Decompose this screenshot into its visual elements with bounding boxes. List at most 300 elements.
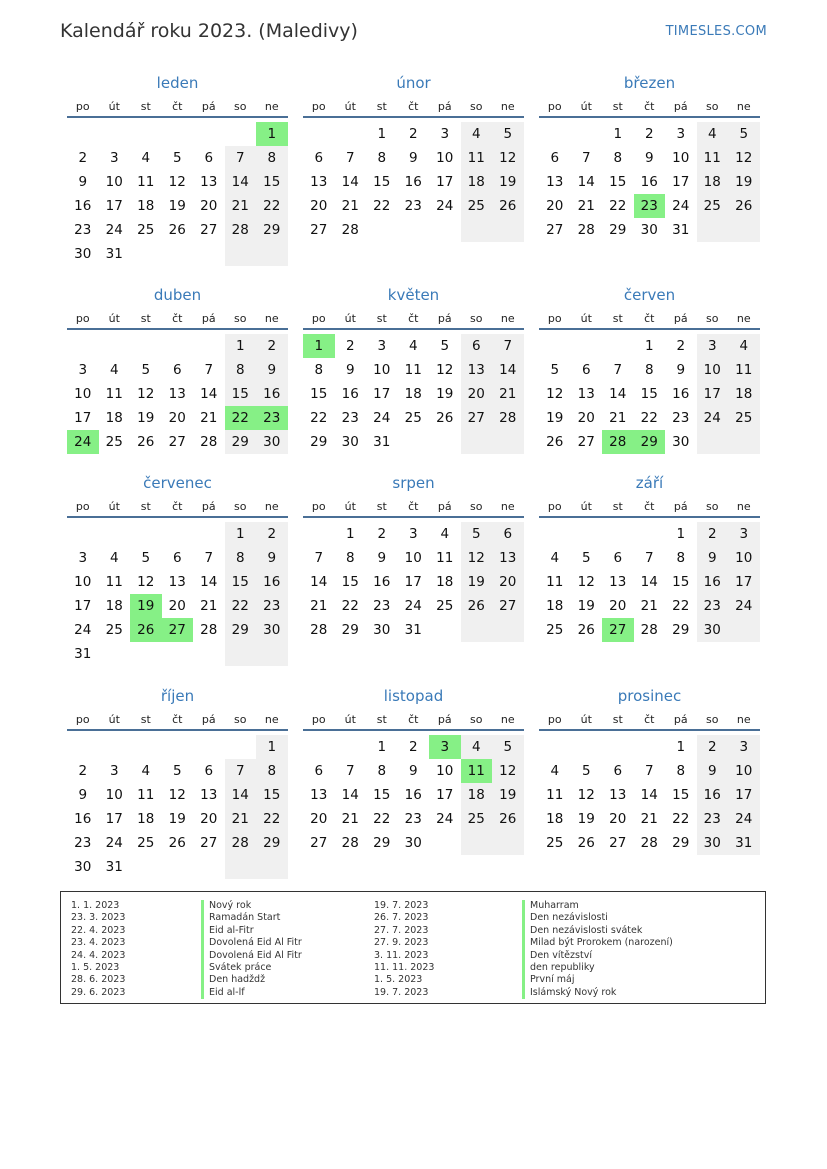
day-cell: 8 — [676, 550, 686, 566]
day-cell: 14 — [341, 787, 359, 803]
weekday-label: ne — [500, 312, 515, 325]
day-cell: 4 — [697, 122, 729, 146]
day-cell: 18 — [105, 410, 123, 426]
day-cell: 16 — [74, 811, 92, 827]
day-cell: 3 — [440, 126, 450, 142]
day-cell: 27 — [200, 222, 218, 238]
day-cell: 19 — [577, 811, 595, 827]
month-name: leden — [156, 74, 199, 92]
day-cell: 24 — [436, 811, 454, 827]
day-cell: 13 — [200, 787, 218, 803]
day-cell: 8 — [225, 546, 257, 570]
day-cell: 26 — [137, 434, 155, 450]
day-cell: 29 — [373, 835, 391, 851]
holiday-name: Islámský Nový rok — [522, 987, 673, 999]
day-cell: 7 — [644, 550, 654, 566]
month-6 — [539, 278, 760, 478]
day-cell: 8 — [314, 362, 324, 378]
weekday-label: út — [108, 100, 120, 113]
day-cell: 27 — [162, 618, 194, 642]
holiday-name: Den hadždž — [201, 974, 302, 986]
day-cell: 11 — [546, 787, 564, 803]
day-cell: 12 — [577, 787, 595, 803]
day-cell: 26 — [492, 807, 524, 831]
day-cell: 4 — [141, 763, 151, 779]
holiday-date: 23. 3. 2023 — [71, 912, 126, 924]
day-cell: 21 — [225, 194, 257, 218]
day-cell: 9 — [78, 174, 88, 190]
day-cell: 16 — [256, 570, 288, 594]
weekday-label: út — [580, 500, 592, 513]
weekday-header — [67, 500, 288, 518]
day-cell: 23 — [672, 410, 690, 426]
day-cell: 1 — [676, 526, 686, 542]
day-cell: 6 — [204, 150, 214, 166]
day-cell: 12 — [436, 362, 454, 378]
month-2 — [303, 66, 524, 266]
day-cell: 29 — [256, 218, 288, 242]
weekday-label: po — [75, 100, 90, 113]
day-cell: 30 — [404, 835, 422, 851]
weekday-label: so — [470, 312, 483, 325]
weekday-label: po — [547, 713, 562, 726]
day-cell: 15 — [373, 174, 391, 190]
weekday-label: po — [547, 100, 562, 113]
weekday-label: po — [311, 100, 326, 113]
weekday-label: so — [234, 100, 247, 113]
day-cell: 30 — [256, 430, 288, 454]
day-cell: 28 — [341, 835, 359, 851]
day-cell: 23 — [404, 811, 422, 827]
day-cell: 11 — [404, 362, 422, 378]
day-cell: 26 — [168, 222, 186, 238]
day-cell: 5 — [440, 338, 450, 354]
weekday-label: st — [612, 713, 623, 726]
weekday-label: út — [344, 500, 356, 513]
day-cell: 3 — [78, 362, 88, 378]
day-cell: 10 — [728, 546, 760, 570]
day-cell: 27 — [492, 594, 524, 618]
weekday-label: so — [234, 312, 247, 325]
day-cell: 28 — [225, 218, 257, 242]
day-cell: 8 — [256, 146, 288, 170]
day-cell: 20 — [577, 410, 595, 426]
empty-weekend-cell — [492, 218, 524, 242]
day-cell: 4 — [461, 122, 493, 146]
day-cell: 5 — [581, 550, 591, 566]
day-cell: 22 — [310, 410, 328, 426]
day-cell: 2 — [697, 735, 729, 759]
day-cell: 15 — [256, 783, 288, 807]
day-cell: 25 — [105, 622, 123, 638]
month-days — [67, 122, 288, 266]
day-cell: 4 — [461, 735, 493, 759]
day-cell: 2 — [644, 126, 654, 142]
day-cell: 27 — [546, 222, 564, 238]
day-cell: 8 — [644, 362, 654, 378]
holiday-name: Eid al-lf — [201, 987, 302, 999]
day-cell: 18 — [137, 811, 155, 827]
day-cell: 17 — [728, 783, 760, 807]
day-cell: 30 — [697, 831, 729, 855]
day-cell: 25 — [728, 406, 760, 430]
day-cell: 17 — [105, 811, 123, 827]
day-cell: 11 — [436, 550, 454, 566]
weekday-label: so — [470, 713, 483, 726]
day-cell: 22 — [640, 410, 658, 426]
weekday-label: čt — [172, 713, 183, 726]
weekday-label: ne — [264, 500, 279, 513]
day-cell: 6 — [613, 550, 623, 566]
holiday-date: 23. 4. 2023 — [71, 937, 126, 949]
day-cell: 24 — [105, 222, 123, 238]
day-cell: 11 — [546, 574, 564, 590]
weekday-label: pá — [673, 100, 688, 113]
day-cell: 14 — [200, 574, 218, 590]
month-days — [539, 334, 760, 478]
day-cell: 10 — [672, 150, 690, 166]
day-cell: 26 — [436, 410, 454, 426]
weekday-label: čt — [644, 500, 655, 513]
day-cell: 2 — [408, 739, 418, 755]
holiday-date: 28. 6. 2023 — [71, 974, 126, 986]
day-cell: 3 — [109, 763, 119, 779]
day-cell: 7 — [225, 146, 257, 170]
day-cell: 24 — [105, 835, 123, 851]
weekday-label: pá — [437, 312, 452, 325]
month-days — [539, 522, 760, 666]
month-days — [303, 334, 524, 478]
weekday-label: út — [108, 312, 120, 325]
empty-weekend-cell — [461, 430, 493, 454]
weekday-label: ne — [500, 500, 515, 513]
weekday-header — [67, 312, 288, 330]
holiday-name: Den nezávislosti — [522, 912, 673, 924]
day-cell: 2 — [78, 150, 88, 166]
day-cell: 30 — [256, 618, 288, 642]
day-cell: 24 — [728, 594, 760, 618]
month-name: prosinec — [617, 687, 682, 705]
day-cell: 27 — [310, 222, 328, 238]
empty-weekend-cell — [461, 831, 493, 855]
day-cell: 22 — [341, 598, 359, 614]
day-cell: 13 — [200, 174, 218, 190]
weekday-label: po — [547, 312, 562, 325]
holiday-date: 27. 9. 2023 — [374, 937, 429, 949]
day-cell: 7 — [492, 334, 524, 358]
day-cell: 14 — [640, 787, 658, 803]
day-cell: 31 — [74, 646, 92, 662]
weekday-label: čt — [644, 312, 655, 325]
day-cell: 23 — [697, 807, 729, 831]
month-11 — [303, 679, 524, 879]
day-cell: 6 — [550, 150, 560, 166]
day-cell: 7 — [613, 362, 623, 378]
day-cell: 9 — [78, 787, 88, 803]
day-cell: 25 — [546, 622, 564, 638]
weekday-label: po — [547, 500, 562, 513]
weekday-label: pá — [201, 500, 216, 513]
day-cell: 22 — [256, 194, 288, 218]
weekday-label: ne — [264, 713, 279, 726]
day-cell: 10 — [404, 550, 422, 566]
weekday-label: so — [706, 312, 719, 325]
day-cell: 8 — [256, 759, 288, 783]
day-cell: 13 — [546, 174, 564, 190]
day-cell: 4 — [109, 362, 119, 378]
month-name: červen — [623, 286, 676, 304]
day-cell: 23 — [256, 594, 288, 618]
day-cell: 10 — [105, 174, 123, 190]
weekday-label: so — [706, 500, 719, 513]
day-cell: 24 — [67, 430, 99, 454]
day-cell: 30 — [74, 246, 92, 262]
day-cell: 6 — [492, 522, 524, 546]
day-cell: 5 — [728, 122, 760, 146]
day-cell: 17 — [672, 174, 690, 190]
holiday-name: Milad být Prorokem (narození) — [522, 937, 673, 949]
day-cell: 15 — [256, 170, 288, 194]
day-cell: 28 — [492, 406, 524, 430]
day-cell: 12 — [492, 146, 524, 170]
weekday-label: so — [706, 100, 719, 113]
day-cell: 17 — [404, 574, 422, 590]
weekday-label: pá — [201, 312, 216, 325]
day-cell: 22 — [609, 198, 627, 214]
month-days — [67, 522, 288, 666]
month-8 — [303, 466, 524, 666]
day-cell: 28 — [200, 434, 218, 450]
holiday-date: 1. 5. 2023 — [374, 974, 423, 986]
day-cell: 18 — [137, 198, 155, 214]
day-cell: 12 — [168, 787, 186, 803]
day-cell: 18 — [461, 783, 493, 807]
day-cell: 26 — [728, 194, 760, 218]
day-cell: 24 — [404, 598, 422, 614]
day-cell: 14 — [492, 358, 524, 382]
weekday-header — [303, 312, 524, 330]
day-cell: 21 — [492, 382, 524, 406]
holiday-date: 26. 7. 2023 — [374, 912, 429, 924]
holiday-name: Den nezávislosti svátek — [522, 925, 673, 937]
month-name: únor — [396, 74, 431, 92]
month-9 — [539, 466, 760, 666]
weekday-label: st — [140, 100, 151, 113]
day-cell: 5 — [492, 735, 524, 759]
day-cell: 29 — [634, 430, 666, 454]
weekday-label: út — [108, 500, 120, 513]
day-cell: 7 — [345, 150, 355, 166]
day-cell: 16 — [341, 386, 359, 402]
day-cell: 22 — [225, 406, 257, 430]
day-cell: 17 — [373, 386, 391, 402]
weekday-label: ne — [736, 713, 751, 726]
empty-weekend-cell — [697, 430, 729, 454]
day-cell: 4 — [109, 550, 119, 566]
day-cell: 23 — [697, 594, 729, 618]
holiday-name: Dovolená Eid Al Fitr — [201, 950, 302, 962]
day-cell: 21 — [341, 811, 359, 827]
day-cell: 17 — [74, 598, 92, 614]
holiday-date: 11. 11. 2023 — [374, 961, 435, 973]
weekday-header — [539, 500, 760, 518]
day-cell: 19 — [436, 386, 454, 402]
weekday-label: čt — [644, 100, 655, 113]
day-cell: 25 — [436, 598, 454, 614]
day-cell: 6 — [314, 763, 324, 779]
day-cell: 7 — [314, 550, 324, 566]
day-cell: 30 — [373, 622, 391, 638]
day-cell: 11 — [461, 759, 493, 783]
weekday-label: so — [234, 713, 247, 726]
day-cell: 11 — [137, 174, 155, 190]
day-cell: 10 — [728, 759, 760, 783]
day-cell: 10 — [74, 574, 92, 590]
weekday-label: út — [580, 100, 592, 113]
day-cell: 16 — [404, 787, 422, 803]
day-cell: 25 — [105, 434, 123, 450]
weekday-label: ne — [736, 500, 751, 513]
weekday-label: ne — [500, 713, 515, 726]
day-cell: 16 — [697, 783, 729, 807]
day-cell: 21 — [225, 807, 257, 831]
day-cell: 9 — [256, 358, 288, 382]
day-cell: 1 — [377, 126, 387, 142]
empty-weekend-cell — [461, 618, 493, 642]
day-cell: 20 — [168, 598, 186, 614]
day-cell: 21 — [640, 598, 658, 614]
day-cell: 31 — [105, 859, 123, 875]
weekday-header — [67, 713, 288, 731]
day-cell: 28 — [341, 222, 359, 238]
empty-weekend-cell — [697, 218, 729, 242]
day-cell: 24 — [373, 410, 391, 426]
day-cell: 19 — [137, 410, 155, 426]
month-7 — [67, 466, 288, 666]
weekday-label: út — [344, 100, 356, 113]
day-cell: 4 — [550, 550, 560, 566]
day-cell: 29 — [256, 831, 288, 855]
day-cell: 13 — [461, 358, 493, 382]
day-cell: 27 — [577, 434, 595, 450]
day-cell: 15 — [341, 574, 359, 590]
day-cell: 25 — [137, 222, 155, 238]
holiday-name: Svátek práce — [201, 962, 302, 974]
month-1 — [67, 66, 288, 266]
day-cell: 19 — [130, 594, 162, 618]
day-cell: 21 — [609, 410, 627, 426]
day-cell: 17 — [436, 787, 454, 803]
day-cell: 27 — [461, 406, 493, 430]
weekday-label: st — [376, 500, 387, 513]
month-days — [67, 735, 288, 879]
holiday-date: 29. 6. 2023 — [71, 986, 126, 998]
empty-weekend-cell — [256, 642, 288, 666]
legend-column — [71, 900, 125, 999]
day-cell: 6 — [613, 763, 623, 779]
day-cell: 20 — [310, 198, 328, 214]
day-cell: 5 — [141, 362, 151, 378]
day-cell: 27 — [168, 434, 186, 450]
day-cell: 13 — [168, 574, 186, 590]
day-cell: 2 — [256, 334, 288, 358]
day-cell: 3 — [408, 526, 418, 542]
weekday-label: pá — [673, 312, 688, 325]
weekday-label: čt — [408, 500, 419, 513]
day-cell: 25 — [697, 194, 729, 218]
day-cell: 27 — [602, 618, 634, 642]
empty-weekend-cell — [492, 430, 524, 454]
day-cell: 12 — [577, 574, 595, 590]
day-cell: 7 — [225, 759, 257, 783]
day-cell: 8 — [345, 550, 355, 566]
day-cell: 29 — [225, 618, 257, 642]
day-cell: 10 — [105, 787, 123, 803]
weekday-label: po — [311, 713, 326, 726]
day-cell: 1 — [256, 122, 288, 146]
month-name: listopad — [383, 687, 444, 705]
weekday-label: st — [612, 312, 623, 325]
day-cell: 17 — [728, 570, 760, 594]
day-cell: 26 — [461, 594, 493, 618]
day-cell: 3 — [676, 126, 686, 142]
weekday-label: st — [376, 713, 387, 726]
weekday-header — [539, 312, 760, 330]
day-cell: 26 — [130, 618, 162, 642]
day-cell: 29 — [341, 622, 359, 638]
month-days — [303, 735, 524, 879]
day-cell: 14 — [225, 170, 257, 194]
site-link[interactable]: TIMESLES.COM — [665, 24, 767, 39]
weekday-label: čt — [172, 500, 183, 513]
day-cell: 19 — [728, 170, 760, 194]
day-cell: 21 — [341, 198, 359, 214]
empty-weekend-cell — [225, 642, 257, 666]
day-cell: 14 — [341, 174, 359, 190]
day-cell: 9 — [644, 150, 654, 166]
weekday-label: pá — [437, 713, 452, 726]
day-cell: 27 — [200, 835, 218, 851]
weekday-label: út — [580, 312, 592, 325]
day-cell: 22 — [256, 807, 288, 831]
month-name: srpen — [392, 474, 435, 492]
holiday-name: Eid al-Fitr — [201, 925, 302, 937]
day-cell: 10 — [74, 386, 92, 402]
day-cell: 30 — [640, 222, 658, 238]
day-cell: 30 — [341, 434, 359, 450]
day-cell: 7 — [345, 763, 355, 779]
day-cell: 25 — [461, 194, 493, 218]
day-cell: 4 — [550, 763, 560, 779]
day-cell: 28 — [577, 222, 595, 238]
day-cell: 20 — [168, 410, 186, 426]
day-cell: 9 — [256, 546, 288, 570]
legend-column — [201, 900, 302, 999]
day-cell: 30 — [74, 859, 92, 875]
day-cell: 26 — [577, 835, 595, 851]
day-cell: 19 — [577, 598, 595, 614]
weekday-label: so — [470, 100, 483, 113]
day-cell: 18 — [436, 574, 454, 590]
weekday-label: so — [706, 713, 719, 726]
weekday-label: čt — [172, 100, 183, 113]
day-cell: 6 — [172, 362, 182, 378]
holiday-date: 1. 5. 2023 — [71, 961, 120, 973]
day-cell: 21 — [200, 410, 218, 426]
day-cell: 16 — [672, 386, 690, 402]
day-cell: 4 — [728, 334, 760, 358]
holiday-name: Muharram — [522, 900, 673, 912]
